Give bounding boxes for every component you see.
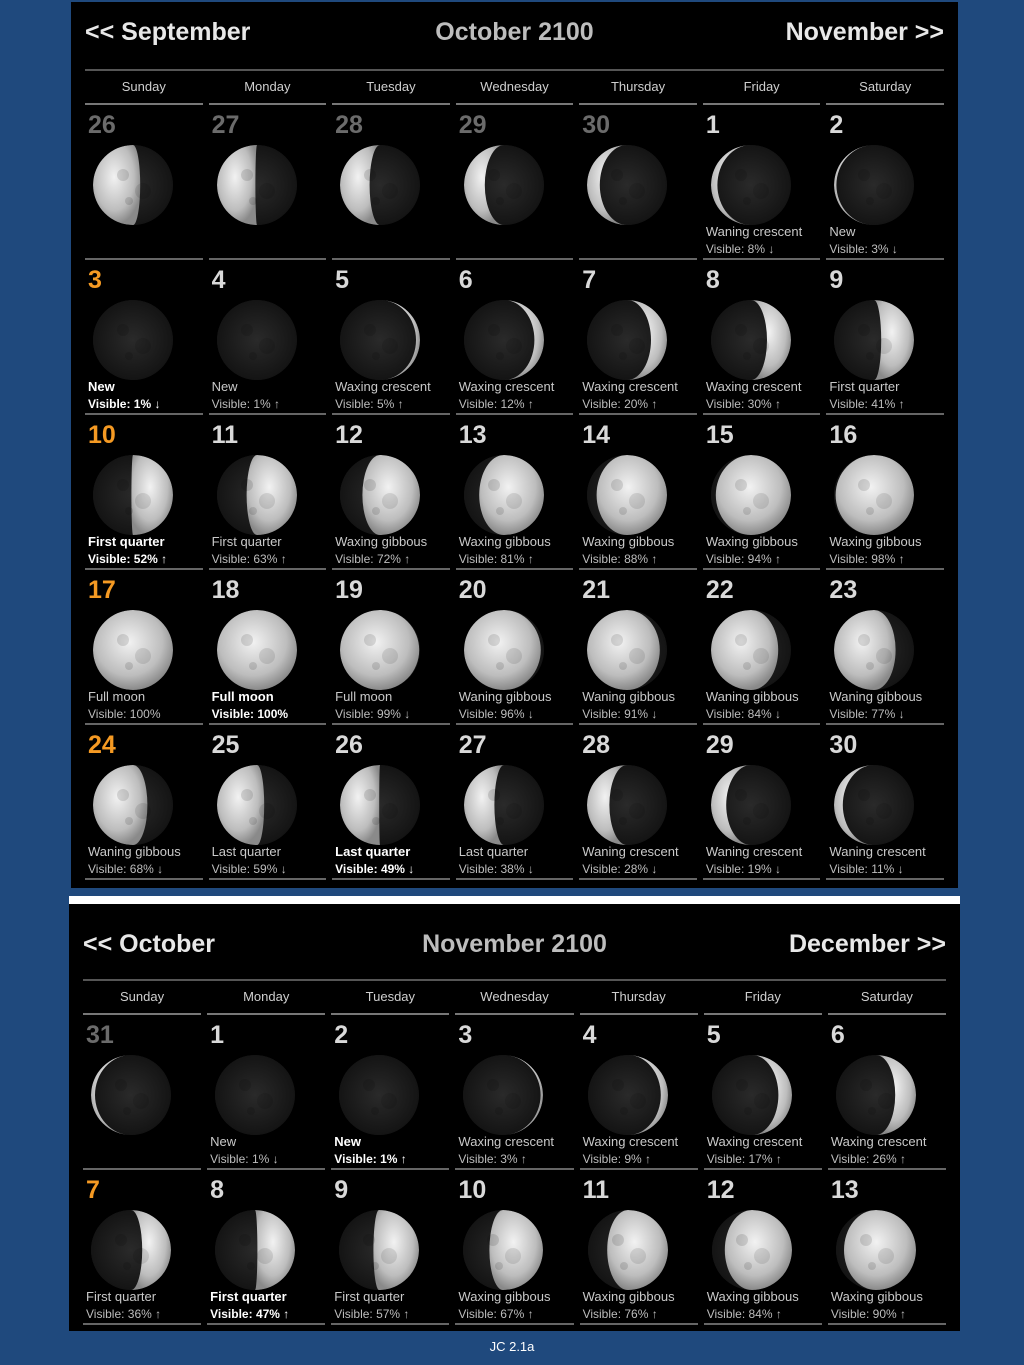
- next-month-link[interactable]: December >>: [788, 930, 946, 958]
- visibility-percent: Visible: 3% ↑: [458, 1152, 527, 1166]
- phase-name: Waxing gibbous: [830, 1289, 923, 1304]
- day-number: 8: [210, 1176, 225, 1204]
- calendar-october: [71, 2, 958, 888]
- moon-phase-icon: [588, 1055, 668, 1135]
- phase-name: Waning crescent: [705, 844, 803, 859]
- day-cell[interactable]: [332, 725, 450, 880]
- visibility-percent: Visible: 63% ↑: [211, 552, 287, 566]
- weekday-label: Sunday: [83, 981, 201, 1015]
- day-number: 12: [706, 1176, 735, 1204]
- visibility-percent: Visible: 100%: [88, 707, 161, 721]
- calendar-header: [83, 904, 946, 981]
- phase-name: Waxing gibbous: [582, 1289, 675, 1304]
- visibility-percent: Visible: 49% ↓: [335, 862, 415, 876]
- phase-name: Waxing crescent: [458, 1134, 555, 1149]
- weekday-label: Wednesday: [455, 981, 573, 1015]
- phase-name: First quarter: [829, 379, 900, 394]
- calendar-grid: [83, 1015, 946, 1325]
- moon-phase-icon: [217, 300, 297, 380]
- moon-phase-icon: [340, 300, 420, 380]
- visibility-percent: Visible: 3% ↓: [829, 242, 898, 256]
- moon-phase-icon: [464, 455, 544, 535]
- phase-name: New: [211, 379, 238, 394]
- day-cell[interactable]: [209, 105, 327, 260]
- phase-name: Waxing gibbous: [335, 534, 428, 549]
- visibility-percent: Visible: 9% ↑: [582, 1152, 652, 1166]
- day-number: 11: [582, 1176, 609, 1204]
- day-number: 1: [210, 1021, 225, 1049]
- day-cell[interactable]: [579, 105, 697, 260]
- phase-name: Waxing crescent: [335, 379, 431, 394]
- phase-name: Waxing gibbous: [829, 534, 922, 549]
- weekday-label: Monday: [209, 71, 327, 105]
- day-number: 1: [705, 111, 720, 139]
- month-title: October 2100: [435, 18, 594, 46]
- phase-name: First quarter: [211, 534, 282, 549]
- moon-phase-icon: [217, 455, 297, 535]
- visibility-percent: Visible: 36% ↑: [86, 1307, 162, 1321]
- moon-phase-icon: [711, 300, 791, 380]
- moon-phase-icon: [711, 765, 791, 845]
- day-number: 6: [830, 1021, 845, 1049]
- day-cell[interactable]: [579, 260, 697, 415]
- moon-phase-icon: [834, 610, 914, 690]
- visibility-percent: Visible: 77% ↓: [829, 707, 905, 721]
- weekday-label: Tuesday: [332, 71, 450, 105]
- moon-phase-icon: [91, 1210, 171, 1290]
- day-cell[interactable]: [580, 1015, 698, 1170]
- moon-phase-icon: [340, 145, 420, 225]
- phase-name: Waxing crescent: [582, 379, 678, 394]
- day-number: 21: [582, 576, 611, 604]
- visibility-percent: Visible: 100%: [211, 707, 289, 721]
- visibility-percent: Visible: 17% ↑: [706, 1152, 782, 1166]
- day-number: 22: [705, 576, 734, 604]
- moon-phase-icon: [836, 1210, 916, 1290]
- day-number: 30: [582, 111, 611, 139]
- day-cell[interactable]: [209, 570, 327, 725]
- moon-phase-icon: [340, 765, 420, 845]
- phase-name: Waning gibbous: [88, 844, 181, 859]
- phase-name: New: [829, 224, 856, 239]
- visibility-percent: Visible: 59% ↓: [211, 862, 287, 876]
- day-number: 28: [582, 731, 611, 759]
- day-cell[interactable]: [703, 725, 821, 880]
- weekday-header: [83, 981, 946, 1015]
- moon-phase-icon: [587, 145, 667, 225]
- visibility-percent: Visible: 91% ↓: [582, 707, 658, 721]
- moon-phase-icon: [339, 1210, 419, 1290]
- day-cell[interactable]: [826, 105, 944, 260]
- day-number: 2: [829, 111, 844, 139]
- moon-phase-icon: [712, 1210, 792, 1290]
- moon-phase-icon: [587, 455, 667, 535]
- weekday-label: Wednesday: [456, 71, 574, 105]
- phase-name: Last quarter: [458, 844, 529, 859]
- day-cell[interactable]: [703, 415, 821, 570]
- day-cell[interactable]: [579, 415, 697, 570]
- day-cell[interactable]: [826, 725, 944, 880]
- day-number: 16: [829, 421, 858, 449]
- moon-phase-icon: [587, 300, 667, 380]
- moon-phase-icon: [93, 300, 173, 380]
- visibility-percent: Visible: 96% ↓: [458, 707, 534, 721]
- day-cell[interactable]: [703, 260, 821, 415]
- day-cell[interactable]: [456, 570, 574, 725]
- moon-phase-icon: [217, 145, 297, 225]
- phase-name: First quarter: [86, 1289, 157, 1304]
- visibility-percent: Visible: 81% ↑: [458, 552, 534, 566]
- visibility-percent: Visible: 57% ↑: [334, 1307, 410, 1321]
- day-number: 19: [335, 576, 363, 604]
- moon-phase-icon: [587, 765, 667, 845]
- day-number: 18: [211, 576, 240, 604]
- phase-name: Waning crescent: [582, 844, 679, 859]
- day-cell[interactable]: [332, 570, 450, 725]
- moon-phase-icon: [91, 1055, 171, 1135]
- day-cell[interactable]: [456, 415, 574, 570]
- footer-caption: JC 2.1a: [489, 1339, 535, 1354]
- day-number: 27: [211, 111, 240, 139]
- weekday-header: [85, 71, 944, 105]
- moon-phase-icon: [215, 1055, 295, 1135]
- day-cell[interactable]: [331, 1015, 449, 1170]
- day-cell[interactable]: [209, 725, 327, 880]
- visibility-percent: Visible: 41% ↑: [829, 397, 905, 411]
- phase-name: Waxing crescent: [705, 379, 802, 394]
- day-cell[interactable]: [85, 415, 203, 570]
- moon-phase-icon: [93, 610, 173, 690]
- day-number: 9: [829, 266, 844, 294]
- day-cell[interactable]: [703, 105, 821, 260]
- visibility-percent: Visible: 11% ↓: [829, 862, 904, 876]
- phase-name: Waxing gibbous: [458, 1289, 551, 1304]
- weekday-label: Saturday: [828, 981, 946, 1015]
- phase-name: Waning crescent: [829, 844, 926, 859]
- visibility-percent: Visible: 52% ↑: [88, 552, 168, 566]
- day-number: 25: [211, 731, 240, 759]
- day-number: 26: [88, 111, 116, 139]
- day-number: 10: [458, 1176, 487, 1204]
- prev-month-link[interactable]: << September: [85, 18, 251, 46]
- day-cell[interactable]: [83, 1170, 201, 1325]
- phase-name: Waxing gibbous: [582, 534, 675, 549]
- moon-phase-icon: [217, 765, 297, 845]
- visibility-percent: Visible: 8% ↓: [705, 242, 775, 256]
- phase-name: First quarter: [210, 1289, 287, 1304]
- day-number: 12: [335, 421, 363, 449]
- phase-name: Full moon: [335, 689, 393, 704]
- day-cell[interactable]: [456, 260, 574, 415]
- moon-phase-icon: [834, 145, 914, 225]
- phase-name: Last quarter: [335, 844, 411, 859]
- visibility-percent: Visible: 12% ↑: [458, 397, 534, 411]
- moon-phase-icon: [587, 610, 667, 690]
- day-cell[interactable]: [85, 570, 203, 725]
- moon-phase-icon: [711, 145, 791, 225]
- day-number: 6: [458, 266, 473, 294]
- day-cell[interactable]: [828, 1015, 946, 1170]
- phase-name: Waxing gibbous: [458, 534, 551, 549]
- day-number: 14: [582, 421, 611, 449]
- day-number: 20: [458, 576, 487, 604]
- moon-phase-icon: [834, 765, 914, 845]
- month-title: November 2100: [422, 930, 607, 958]
- day-number: 11: [211, 421, 238, 449]
- day-number: 5: [706, 1021, 721, 1049]
- day-number: 28: [335, 111, 363, 139]
- phase-name: Waxing gibbous: [705, 534, 798, 549]
- moon-phase-icon: [215, 1210, 295, 1290]
- phase-name: New: [88, 379, 115, 394]
- day-number: 3: [88, 266, 102, 294]
- weekday-label: Thursday: [580, 981, 698, 1015]
- day-cell[interactable]: [704, 1170, 822, 1325]
- phase-name: Waxing crescent: [582, 1134, 679, 1149]
- calendar-november: [69, 896, 960, 1331]
- day-number: 10: [88, 421, 116, 449]
- day-cell[interactable]: [83, 1015, 201, 1170]
- day-cell[interactable]: [456, 105, 574, 260]
- calendar-header: [85, 2, 944, 71]
- weekday-label: Friday: [703, 71, 821, 105]
- moon-phase-icon: [711, 455, 791, 535]
- day-cell[interactable]: [580, 1170, 698, 1325]
- moon-phase-icon: [339, 1055, 419, 1135]
- phase-name: Full moon: [211, 689, 274, 704]
- weekday-label: Sunday: [85, 71, 203, 105]
- day-cell[interactable]: [704, 1015, 822, 1170]
- day-number: 30: [829, 731, 858, 759]
- visibility-percent: Visible: 28% ↓: [582, 862, 658, 876]
- phase-name: New: [334, 1134, 362, 1149]
- weekday-label: Saturday: [826, 71, 944, 105]
- day-number: 24: [88, 731, 116, 759]
- day-number: 4: [211, 266, 226, 294]
- day-cell[interactable]: [85, 105, 203, 260]
- moon-phase-icon: [93, 455, 173, 535]
- moon-phase-icon: [463, 1055, 543, 1135]
- moon-phase-icon: [464, 610, 544, 690]
- moon-phase-icon: [463, 1210, 543, 1290]
- visibility-percent: Visible: 67% ↑: [458, 1307, 534, 1321]
- day-number: 3: [458, 1021, 473, 1049]
- moon-phase-icon: [834, 300, 914, 380]
- visibility-percent: Visible: 90% ↑: [830, 1307, 906, 1321]
- day-number: 9: [334, 1176, 349, 1204]
- visibility-percent: Visible: 98% ↑: [829, 552, 905, 566]
- day-number: 2: [334, 1021, 349, 1049]
- day-number: 17: [88, 576, 116, 604]
- day-cell[interactable]: [826, 570, 944, 725]
- visibility-percent: Visible: 30% ↑: [705, 397, 781, 411]
- day-cell[interactable]: [332, 105, 450, 260]
- visibility-percent: Visible: 84% ↓: [705, 707, 781, 721]
- day-number: 15: [705, 421, 734, 449]
- day-number: 7: [582, 266, 597, 294]
- moon-phase-icon: [836, 1055, 916, 1135]
- weekday-label: Friday: [704, 981, 822, 1015]
- day-number: 31: [86, 1021, 114, 1049]
- visibility-percent: Visible: 1% ↓: [210, 1152, 279, 1166]
- visibility-percent: Visible: 1% ↑: [334, 1152, 407, 1166]
- visibility-percent: Visible: 1% ↑: [211, 397, 281, 411]
- moon-phase-icon: [464, 300, 544, 380]
- day-number: 5: [335, 266, 350, 294]
- day-cell[interactable]: [828, 1170, 946, 1325]
- day-cell[interactable]: [826, 260, 944, 415]
- phase-name: New: [210, 1134, 237, 1149]
- moon-phase-icon: [217, 610, 297, 690]
- phase-name: Full moon: [88, 689, 146, 704]
- visibility-percent: Visible: 26% ↑: [830, 1152, 906, 1166]
- phase-name: Waning gibbous: [458, 689, 552, 704]
- moon-phase-icon: [588, 1210, 668, 1290]
- moon-phase-icon: [711, 610, 791, 690]
- calendar-grid: [85, 105, 944, 880]
- visibility-percent: Visible: 76% ↑: [582, 1307, 658, 1321]
- phase-name: Waxing crescent: [706, 1134, 803, 1149]
- prev-month-link[interactable]: << October: [83, 930, 215, 958]
- moon-phase-icon: [834, 455, 914, 535]
- day-number: 26: [335, 731, 363, 759]
- moon-phase-icon: [464, 145, 544, 225]
- day-cell[interactable]: [207, 1170, 325, 1325]
- day-cell[interactable]: [826, 415, 944, 570]
- day-cell[interactable]: [209, 260, 327, 415]
- day-cell[interactable]: [332, 260, 450, 415]
- day-cell[interactable]: [85, 260, 203, 415]
- phase-name: Waning gibbous: [582, 689, 676, 704]
- day-number: 29: [458, 111, 487, 139]
- day-number: 29: [705, 731, 734, 759]
- visibility-percent: Visible: 5% ↑: [335, 397, 404, 411]
- phase-name: Waning gibbous: [705, 689, 799, 704]
- moon-phase-icon: [464, 765, 544, 845]
- weekday-label: Thursday: [579, 71, 697, 105]
- moon-phase-icon: [93, 765, 173, 845]
- phase-name: Waxing crescent: [830, 1134, 927, 1149]
- day-number: 7: [86, 1176, 100, 1204]
- visibility-percent: Visible: 20% ↑: [582, 397, 658, 411]
- visibility-percent: Visible: 99% ↓: [335, 707, 411, 721]
- moon-phase-icon: [340, 610, 420, 690]
- next-month-link[interactable]: November >>: [785, 18, 944, 46]
- phase-name: Waxing crescent: [458, 379, 555, 394]
- visibility-percent: Visible: 94% ↑: [705, 552, 781, 566]
- day-number: 13: [458, 421, 487, 449]
- day-cell[interactable]: [579, 570, 697, 725]
- day-cell[interactable]: [579, 725, 697, 880]
- day-cell[interactable]: [209, 415, 327, 570]
- day-cell[interactable]: [456, 725, 574, 880]
- weekday-label: Tuesday: [331, 981, 449, 1015]
- day-cell[interactable]: [85, 725, 203, 880]
- phase-name: First quarter: [88, 534, 165, 549]
- phase-name: Waning gibbous: [829, 689, 923, 704]
- moon-phase-icon: [712, 1055, 792, 1135]
- moon-phase-icon: [340, 455, 420, 535]
- phase-name: Waning crescent: [705, 224, 803, 239]
- phase-name: First quarter: [334, 1289, 405, 1304]
- day-cell[interactable]: [332, 415, 450, 570]
- visibility-percent: Visible: 84% ↑: [706, 1307, 782, 1321]
- visibility-percent: Visible: 47% ↑: [210, 1307, 290, 1321]
- phase-name: Last quarter: [211, 844, 281, 859]
- visibility-percent: Visible: 72% ↑: [335, 552, 411, 566]
- day-cell[interactable]: [455, 1170, 573, 1325]
- visibility-percent: Visible: 19% ↓: [705, 862, 781, 876]
- day-number: 8: [705, 266, 720, 294]
- visibility-percent: Visible: 88% ↑: [582, 552, 658, 566]
- visibility-percent: Visible: 1% ↓: [88, 397, 161, 411]
- weekday-label: Monday: [207, 981, 325, 1015]
- day-number: 23: [829, 576, 858, 604]
- visibility-percent: Visible: 38% ↓: [458, 862, 534, 876]
- day-number: 27: [458, 731, 487, 759]
- day-cell[interactable]: [455, 1015, 573, 1170]
- day-cell[interactable]: [703, 570, 821, 725]
- moon-phase-icon: [93, 145, 173, 225]
- day-number: 13: [830, 1176, 859, 1204]
- visibility-percent: Visible: 68% ↓: [88, 862, 164, 876]
- phase-name: Waxing gibbous: [706, 1289, 799, 1304]
- day-number: 4: [582, 1021, 597, 1049]
- day-cell[interactable]: [207, 1015, 325, 1170]
- day-cell[interactable]: [331, 1170, 449, 1325]
